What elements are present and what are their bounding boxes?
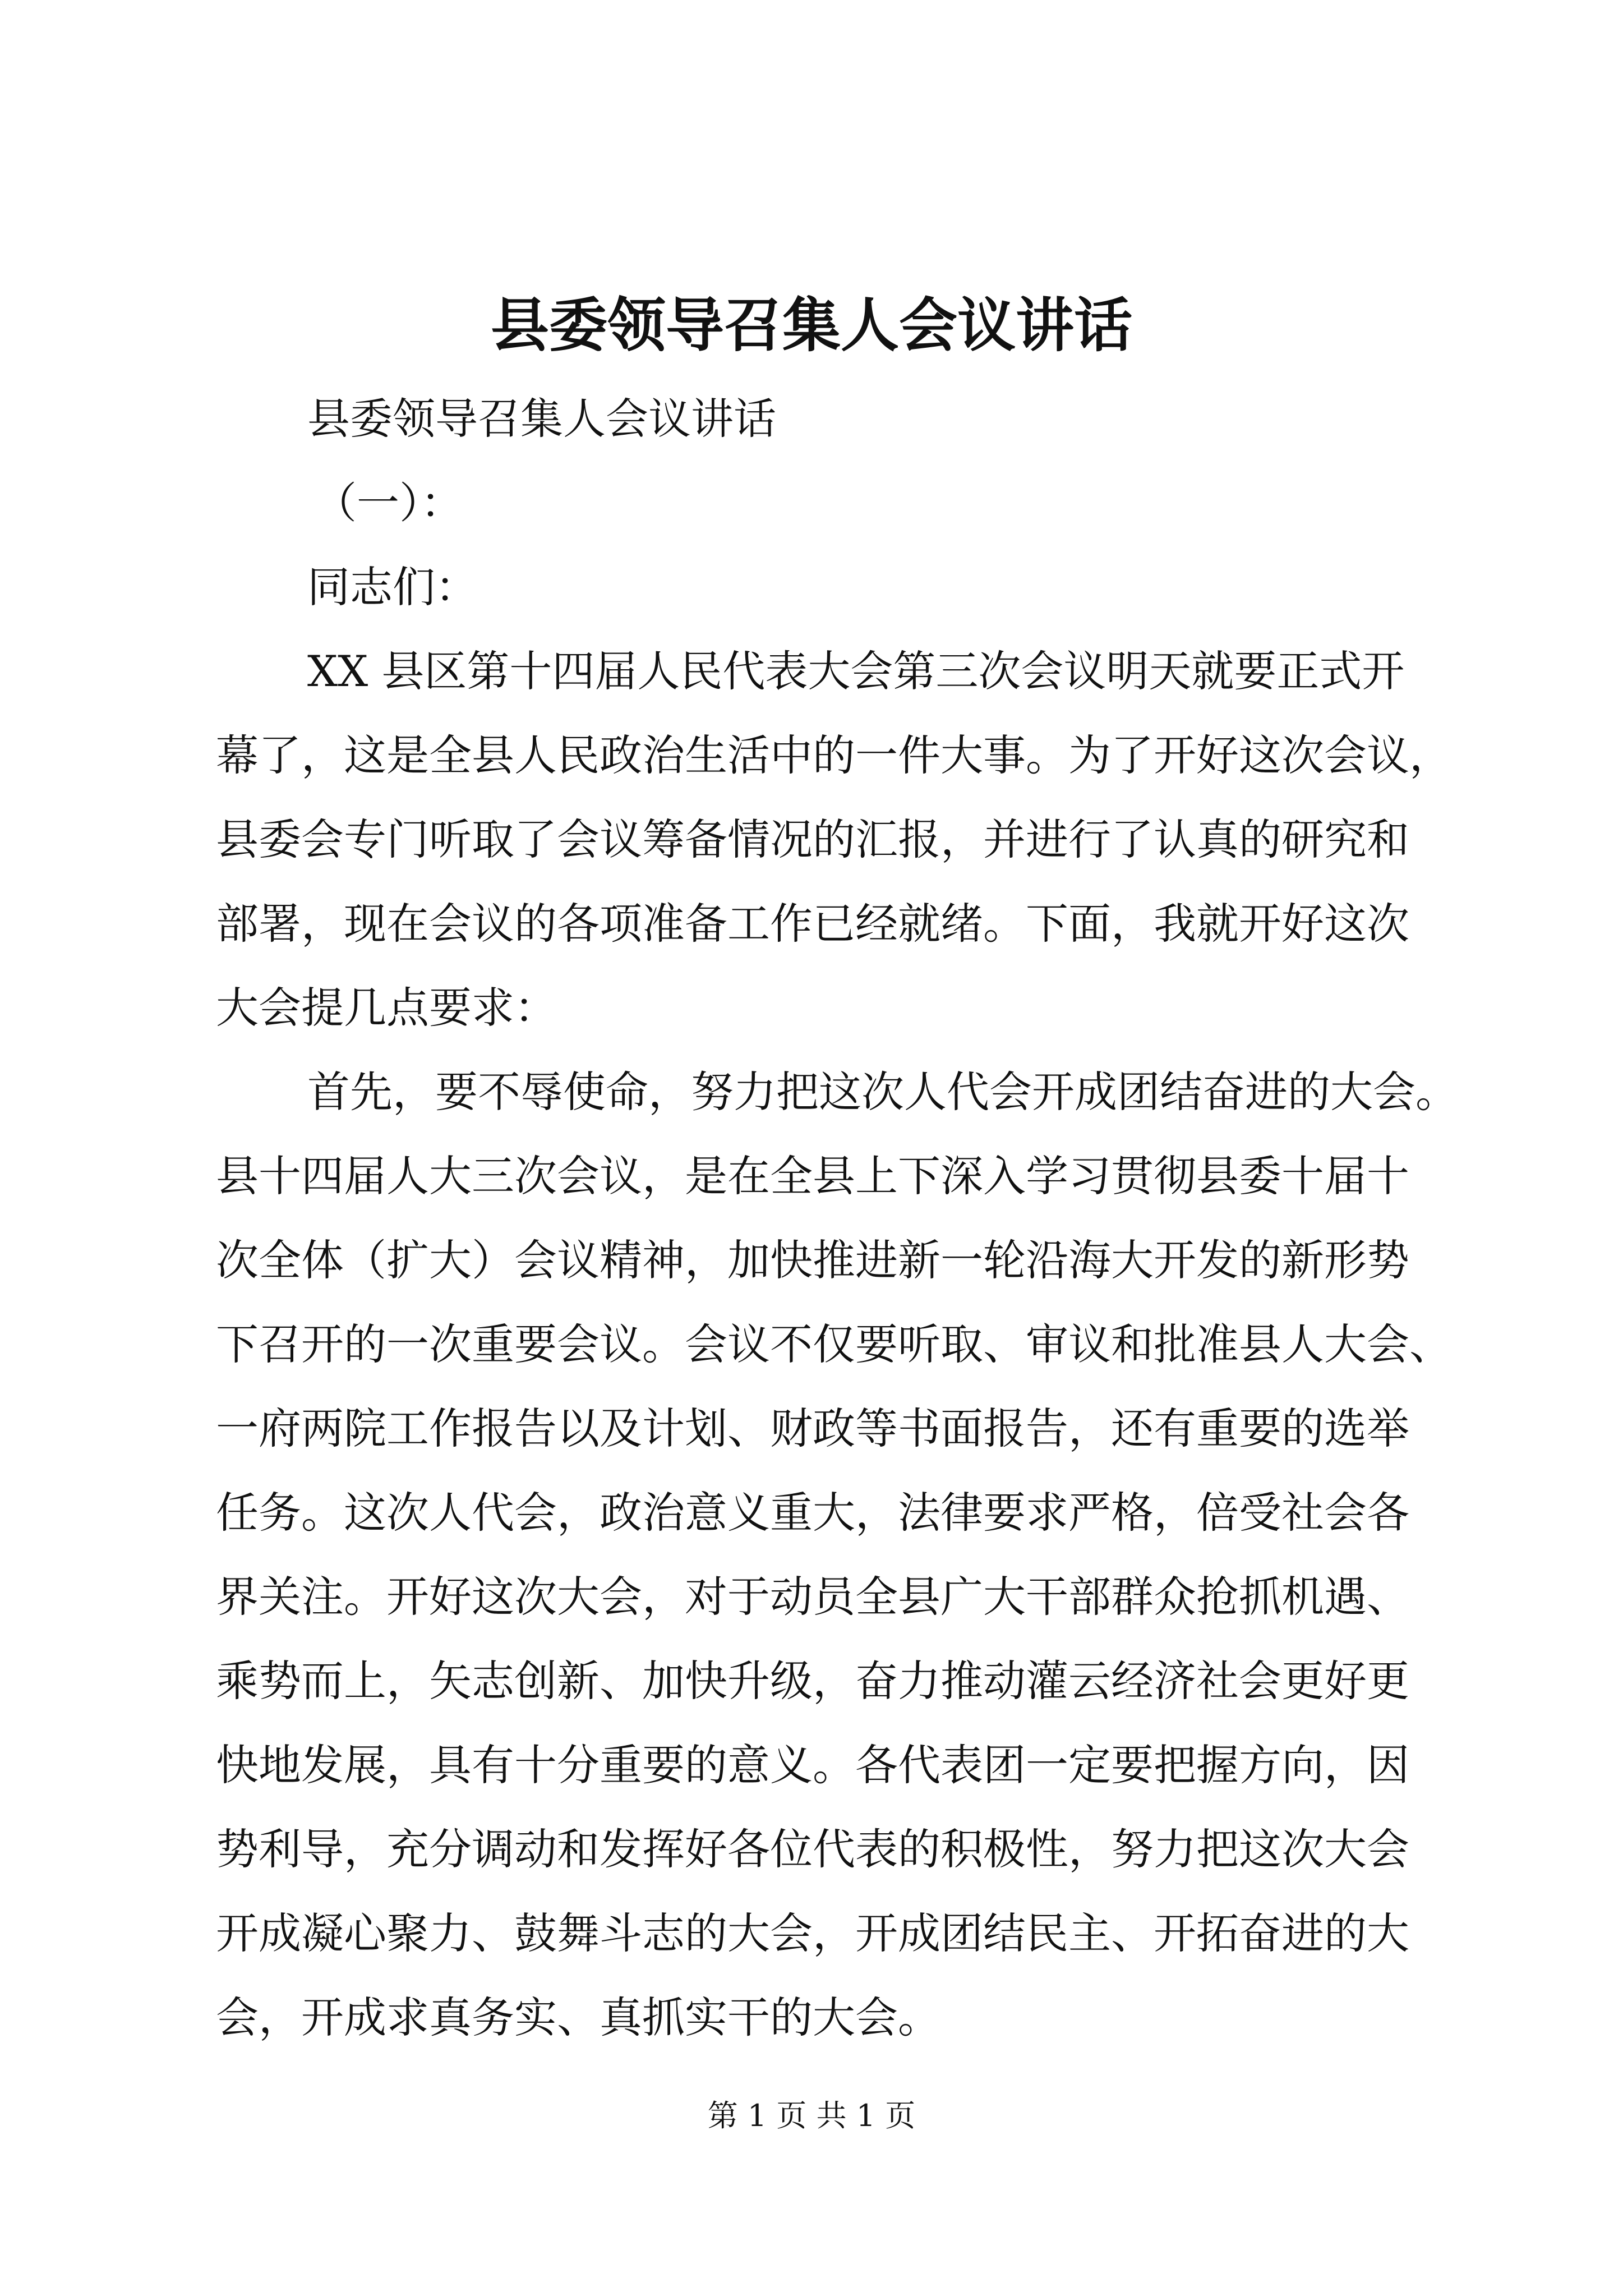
paragraph-2-line: 次全体（扩大）会议精神，加快推进新一轮沿海大开发的新形势: [216, 1235, 1409, 1285]
paragraph-2-line: 开成凝心聚力、鼓舞斗志的大会，开成团结民主、开拓奋进的大: [216, 1908, 1409, 1958]
page-number-footer: 第 1 页 共 1 页: [707, 2098, 916, 2133]
paragraph-2-line: 下召开的一次重要会议。会议不仅要听取、审议和批准县人大会、: [216, 1319, 1452, 1369]
document-title: 县委领导召集人会议讲话: [490, 291, 1132, 360]
paragraph-2-line: 首先，要不辱使命，努力把这次人代会开成团结奋进的大会。: [307, 1067, 1458, 1117]
paragraph-2-line: 势利导，充分调动和发挥好各位代表的积极性，努力把这次大会: [216, 1824, 1409, 1874]
paragraph-1-line: 部署，现在会议的各项准备工作已经就绪。下面，我就开好这次: [216, 899, 1409, 949]
paragraph-1-line: 幕了，这是全县人民政治生活中的一件大事。为了开好这次会议，: [216, 730, 1452, 780]
paragraph-2-line: 县十四届人大三次会议，是在全县上下深入学习贯彻县委十届十: [216, 1151, 1409, 1201]
paragraph-2-line: 乘势而上，矢志创新、加快升级，奋力推动灌云经济社会更好更: [216, 1656, 1409, 1706]
paragraph-1-line: 县委会专门听取了会议筹备情况的汇报，并进行了认真的研究和: [216, 815, 1409, 864]
section-heading: （一）：: [314, 478, 463, 528]
document-subtitle: 县委领导召集人会议讲话: [307, 394, 776, 444]
paragraph-2-line: 任务。这次人代会，政治意义重大，法律要求严格，倍受社会各: [216, 1488, 1409, 1538]
paragraph-2-line: 界关注。开好这次大会，对于动员全县广大干部群众抢抓机遇、: [216, 1572, 1409, 1622]
paragraph-1-line: 大会提几点要求：: [216, 983, 557, 1033]
salutation: 同志们：: [307, 562, 478, 612]
paragraph-2-line: 一府两院工作报告以及计划、财政等书面报告，还有重要的选举: [216, 1404, 1409, 1453]
paragraph-2-line: 会，开成求真务实、真抓实干的大会。: [216, 1993, 940, 2042]
paragraph-1-line: XX 县区第十四届人民代表大会第三次会议明天就要正式开: [307, 646, 1405, 696]
paragraph-2-line: 快地发展，具有十分重要的意义。各代表团一定要把握方向，因: [216, 1740, 1409, 1790]
